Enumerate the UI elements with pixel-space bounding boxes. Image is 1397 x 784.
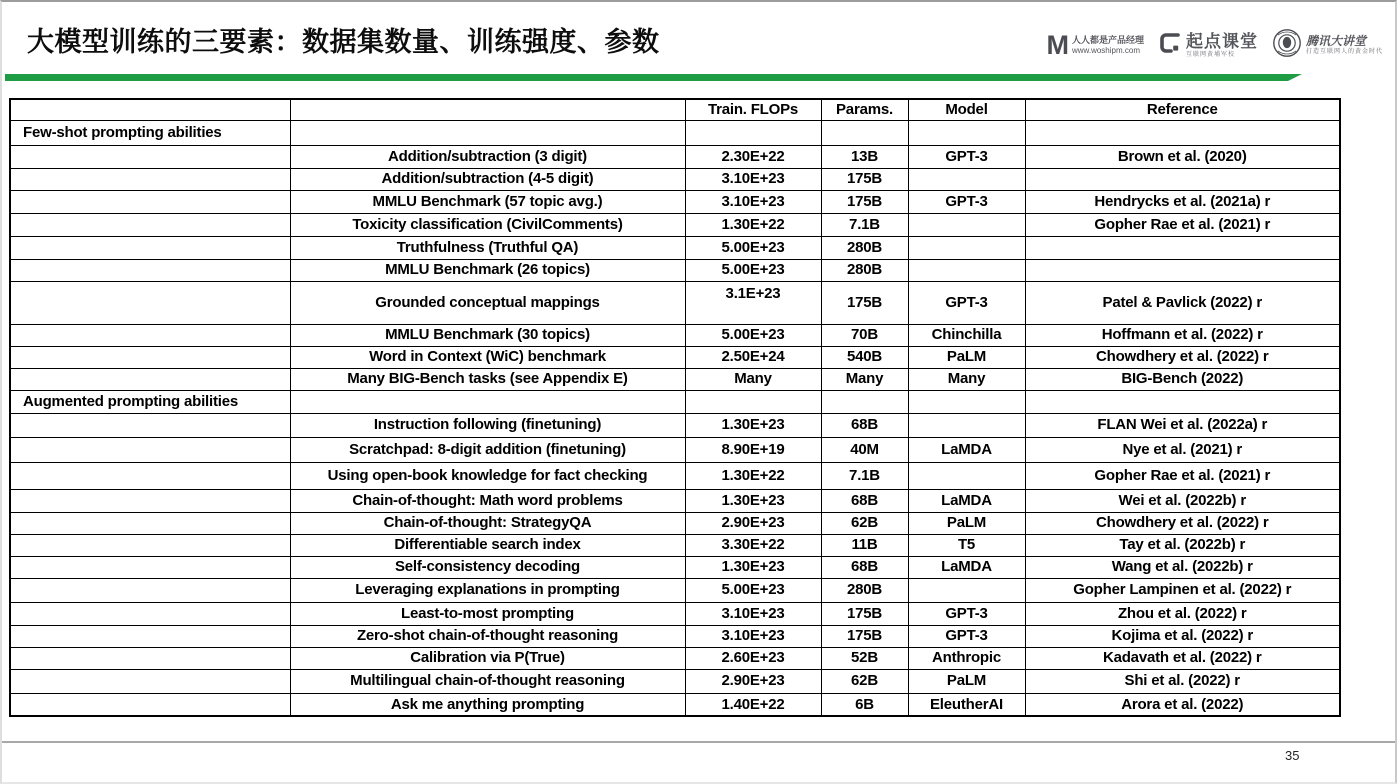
category-cell: Few-shot prompting abilities — [10, 120, 290, 145]
page-title: 大模型训练的三要素：数据集数量、训练强度、参数 — [27, 27, 660, 57]
woshipm-logo-text — [1072, 35, 1144, 56]
reference-cell: Kadavath et al. (2022) r — [1025, 647, 1340, 669]
category-cell — [10, 236, 290, 259]
model-cell — [908, 168, 1025, 190]
category-cell — [10, 324, 290, 346]
params-cell: 175B — [821, 625, 908, 647]
qidian-slogan: 互联网黄埔军校 — [1185, 52, 1235, 59]
flops-cell: 3.10E+23 — [685, 190, 821, 213]
table-row — [10, 462, 1340, 489]
flops-cell: 2.60E+23 — [685, 647, 821, 669]
flops-cell: 1.30E+22 — [685, 213, 821, 236]
model-cell: Chinchilla — [908, 324, 1025, 346]
flops-cell: 1.30E+23 — [685, 489, 821, 512]
category-row — [10, 390, 1340, 413]
reference-cell: Chowdhery et al. (2022) r — [1025, 346, 1340, 368]
model-cell: GPT-3 — [908, 625, 1025, 647]
reference-cell: FLAN Wei et al. (2022a) r — [1025, 413, 1340, 437]
params-cell: 52B — [821, 647, 908, 669]
ability-cell: Self-consistency decoding — [290, 556, 685, 578]
flops-cell: 1.30E+23 — [685, 556, 821, 578]
model-cell — [908, 390, 1025, 413]
params-cell: 11B — [821, 534, 908, 556]
flops-cell: 1.40E+22 — [685, 693, 821, 716]
flops-cell: 2.50E+24 — [685, 346, 821, 368]
flops-cell — [685, 120, 821, 145]
ability-cell: Many BIG-Bench tasks (see Appendix E) — [290, 368, 685, 390]
flops-cell: Many — [685, 368, 821, 390]
table-row — [10, 346, 1340, 368]
table-row — [10, 368, 1340, 390]
footer-divider — [2, 741, 1395, 743]
params-cell — [821, 390, 908, 413]
category-cell — [10, 489, 290, 512]
table-row — [10, 578, 1340, 602]
category-cell: Augmented prompting abilities — [10, 390, 290, 413]
tencent-name: 腾讯大讲堂 — [1305, 34, 1366, 49]
category-cell — [10, 669, 290, 693]
column-header-3: Params. — [821, 99, 908, 120]
params-cell: 70B — [821, 324, 908, 346]
params-cell: 68B — [821, 556, 908, 578]
model-cell — [908, 236, 1025, 259]
reference-cell: Brown et al. (2020) — [1025, 145, 1340, 168]
params-cell: 68B — [821, 413, 908, 437]
table-row — [10, 602, 1340, 625]
params-cell: 40M — [821, 437, 908, 462]
model-cell: LaMDA — [908, 489, 1025, 512]
table-row — [10, 647, 1340, 669]
ability-cell: Instruction following (finetuning) — [290, 413, 685, 437]
table-row — [10, 556, 1340, 578]
flops-cell — [685, 390, 821, 413]
model-cell: PaLM — [908, 669, 1025, 693]
table-row — [10, 324, 1340, 346]
ability-cell: Least-to-most prompting — [290, 602, 685, 625]
category-cell — [10, 145, 290, 168]
reference-cell: Zhou et al. (2022) r — [1025, 602, 1340, 625]
table-row — [10, 625, 1340, 647]
params-cell: 540B — [821, 346, 908, 368]
flops-cell: 3.10E+23 — [685, 168, 821, 190]
flops-cell: 8.90E+19 — [685, 437, 821, 462]
ability-cell: Chain-of-thought: StrategyQA — [290, 512, 685, 534]
params-cell: 7.1B — [821, 213, 908, 236]
ability-cell: Toxicity classification (CivilComments) — [290, 213, 685, 236]
model-cell: GPT-3 — [908, 145, 1025, 168]
reference-cell — [1025, 259, 1340, 281]
table-row — [10, 281, 1340, 324]
category-cell — [10, 413, 290, 437]
table-row — [10, 693, 1340, 716]
params-cell: 7.1B — [821, 462, 908, 489]
flops-cell: 5.00E+23 — [685, 236, 821, 259]
params-cell: 175B — [821, 602, 908, 625]
category-cell — [10, 190, 290, 213]
category-cell — [10, 437, 290, 462]
model-cell: T5 — [908, 534, 1025, 556]
model-cell — [908, 120, 1025, 145]
category-cell — [10, 346, 290, 368]
reference-cell — [1025, 120, 1340, 145]
ability-cell: Differentiable search index — [290, 534, 685, 556]
params-cell: 280B — [821, 236, 908, 259]
model-cell: GPT-3 — [908, 190, 1025, 213]
ability-cell: Addition/subtraction (4-5 digit) — [290, 168, 685, 190]
model-cell: LaMDA — [908, 556, 1025, 578]
table-row — [10, 259, 1340, 281]
category-cell — [10, 556, 290, 578]
flops-cell: 3.10E+23 — [685, 625, 821, 647]
column-header-0 — [10, 99, 290, 120]
model-cell — [908, 413, 1025, 437]
title-underline — [5, 74, 1302, 81]
reference-cell: BIG-Bench (2022) — [1025, 368, 1340, 390]
reference-cell — [1025, 168, 1340, 190]
ability-cell: Truthfulness (Truthful QA) — [290, 236, 685, 259]
model-cell: LaMDA — [908, 437, 1025, 462]
category-cell — [10, 281, 290, 324]
model-cell: GPT-3 — [908, 602, 1025, 625]
ability-cell: Multilingual chain-of-thought reasoning — [290, 669, 685, 693]
category-cell — [10, 578, 290, 602]
table-row — [10, 534, 1340, 556]
tencent-slogan: 打造互联网人的黄金时代 — [1305, 49, 1383, 56]
ability-cell: Using open-book knowledge for fact checking — [290, 462, 685, 489]
tencent-logo-text — [1306, 34, 1383, 57]
qidian-logo-text — [1186, 31, 1258, 60]
model-cell: PaLM — [908, 346, 1025, 368]
column-header-1 — [290, 99, 685, 120]
category-cell — [10, 259, 290, 281]
reference-cell: Nye et al. (2021) r — [1025, 437, 1340, 462]
table-row — [10, 413, 1340, 437]
tencent-seal-icon — [1272, 28, 1302, 63]
model-cell: Many — [908, 368, 1025, 390]
ability-cell: Scratchpad: 8-digit addition (finetuning) — [290, 437, 685, 462]
reference-cell: Shi et al. (2022) r — [1025, 669, 1340, 693]
ability-cell: MMLU Benchmark (26 topics) — [290, 259, 685, 281]
ability-cell: Leveraging explanations in prompting — [290, 578, 685, 602]
page-number: 35 — [1285, 748, 1300, 763]
ability-cell: Chain-of-thought: Math word problems — [290, 489, 685, 512]
category-cell — [10, 534, 290, 556]
woshipm-url: www.woshipm.com — [1071, 46, 1140, 56]
table-row — [10, 168, 1340, 190]
reference-cell: Wei et al. (2022b) r — [1025, 489, 1340, 512]
params-cell: Many — [821, 368, 908, 390]
category-cell — [10, 647, 290, 669]
ability-cell: Calibration via P(True) — [290, 647, 685, 669]
ability-cell: MMLU Benchmark (57 topic avg.) — [290, 190, 685, 213]
params-cell: 175B — [821, 281, 908, 324]
qidian-logo — [1158, 31, 1258, 60]
category-cell — [10, 462, 290, 489]
reference-cell: Hendrycks et al. (2021a) r — [1025, 190, 1340, 213]
category-cell — [10, 213, 290, 236]
ability-cell: Grounded conceptual mappings — [290, 281, 685, 324]
table-row — [10, 145, 1340, 168]
reference-cell — [1025, 236, 1340, 259]
qidian-bracket-icon — [1158, 31, 1182, 60]
category-cell — [10, 512, 290, 534]
category-cell — [10, 602, 290, 625]
category-cell — [10, 693, 290, 716]
ability-cell — [290, 120, 685, 145]
flops-cell: 2.30E+22 — [685, 145, 821, 168]
reference-cell: Gopher Rae et al. (2021) r — [1025, 462, 1340, 489]
flops-cell: 5.00E+23 — [685, 259, 821, 281]
flops-cell: 3.30E+22 — [685, 534, 821, 556]
reference-cell: Gopher Rae et al. (2021) r — [1025, 213, 1340, 236]
model-cell: EleutherAI — [908, 693, 1025, 716]
model-cell — [908, 462, 1025, 489]
ability-cell: Zero-shot chain-of-thought reasoning — [290, 625, 685, 647]
params-cell: 13B — [821, 145, 908, 168]
woshipm-m-icon: M — [1046, 30, 1068, 60]
table-row — [10, 512, 1340, 534]
model-cell — [908, 578, 1025, 602]
ability-cell — [290, 390, 685, 413]
model-cell — [908, 213, 1025, 236]
woshipm-logo — [1046, 32, 1144, 59]
flops-cell: 3.10E+23 — [685, 602, 821, 625]
reference-cell: Chowdhery et al. (2022) r — [1025, 512, 1340, 534]
column-header-2: Train. FLOPs — [685, 99, 821, 120]
model-cell — [908, 259, 1025, 281]
reference-cell: Wang et al. (2022b) r — [1025, 556, 1340, 578]
flops-cell: 3.1E+23 — [685, 281, 821, 324]
table-row — [10, 489, 1340, 512]
table-row — [10, 213, 1340, 236]
reference-cell: Kojima et al. (2022) r — [1025, 625, 1340, 647]
params-cell: 62B — [821, 512, 908, 534]
ability-cell: Ask me anything prompting — [290, 693, 685, 716]
tencent-classroom-logo — [1272, 28, 1383, 63]
params-cell: 6B — [821, 693, 908, 716]
flops-cell: 5.00E+23 — [685, 578, 821, 602]
abilities-table — [9, 98, 1341, 717]
qidian-name: 起点课堂 — [1185, 32, 1258, 52]
ability-cell: Word in Context (WiC) benchmark — [290, 346, 685, 368]
reference-cell: Hoffmann et al. (2022) r — [1025, 324, 1340, 346]
partner-logos — [1046, 28, 1383, 63]
params-cell: 175B — [821, 190, 908, 213]
table-row — [10, 437, 1340, 462]
params-cell: 280B — [821, 259, 908, 281]
reference-cell — [1025, 390, 1340, 413]
table-row — [10, 236, 1340, 259]
model-cell: PaLM — [908, 512, 1025, 534]
reference-cell: Arora et al. (2022) — [1025, 693, 1340, 716]
reference-cell: Patel & Pavlick (2022) r — [1025, 281, 1340, 324]
category-row — [10, 120, 1340, 145]
flops-cell: 5.00E+23 — [685, 324, 821, 346]
column-header-5: Reference — [1025, 99, 1340, 120]
params-cell: 175B — [821, 168, 908, 190]
category-cell — [10, 168, 290, 190]
flops-cell: 2.90E+23 — [685, 512, 821, 534]
params-cell: 280B — [821, 578, 908, 602]
woshipm-name: 人人都是产品经理 — [1071, 34, 1144, 45]
table-row — [10, 190, 1340, 213]
category-cell — [10, 368, 290, 390]
table-body — [10, 120, 1340, 716]
params-cell — [821, 120, 908, 145]
flops-cell: 2.90E+23 — [685, 669, 821, 693]
params-cell: 62B — [821, 669, 908, 693]
params-cell: 68B — [821, 489, 908, 512]
table-header — [10, 99, 1340, 120]
header-row — [10, 99, 1340, 120]
reference-cell: Gopher Lampinen et al. (2022) r — [1025, 578, 1340, 602]
reference-cell: Tay et al. (2022b) r — [1025, 534, 1340, 556]
ability-cell: Addition/subtraction (3 digit) — [290, 145, 685, 168]
category-cell — [10, 625, 290, 647]
model-cell: Anthropic — [908, 647, 1025, 669]
flops-cell: 1.30E+22 — [685, 462, 821, 489]
flops-cell: 1.30E+23 — [685, 413, 821, 437]
ability-cell: MMLU Benchmark (30 topics) — [290, 324, 685, 346]
model-cell: GPT-3 — [908, 281, 1025, 324]
table-row — [10, 669, 1340, 693]
column-header-4: Model — [908, 99, 1025, 120]
